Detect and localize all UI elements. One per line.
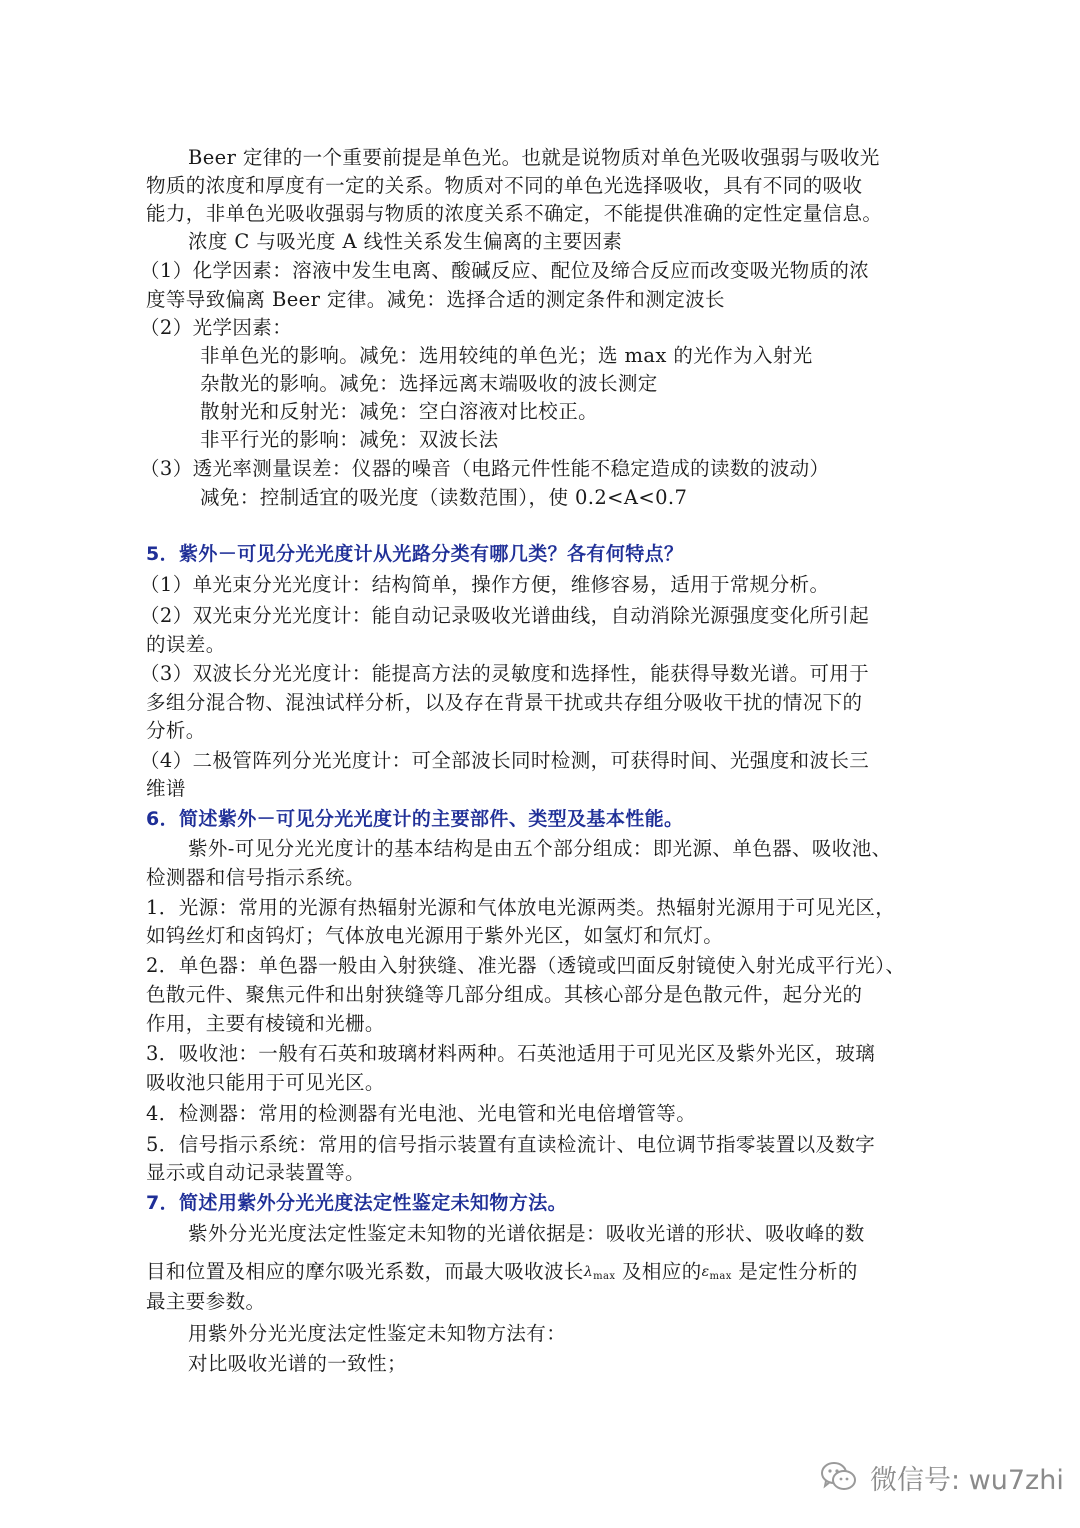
text-run: 及相应的 <box>615 1260 702 1283</box>
max-subscript: max <box>593 1271 616 1282</box>
text-line: 度等导致偏离 Beer 定律。减免：选择合适的测定条件和测定波长 <box>146 288 725 311</box>
text-line: 非单色光的影响。减免：选用较纯的单色光；选 max 的光作为入射光 <box>200 344 813 367</box>
text-line: 紫外-可见分光光度计的基本结构是由五个部分组成：即光源、单色器、吸收池、 <box>188 837 892 860</box>
text-line: 浓度 C 与吸光度 A 线性关系发生偏离的主要因素 <box>188 230 623 253</box>
text-line: （3）透光率测量误差：仪器的噪音（电路元件性能不稳定造成的读数的波动） <box>140 457 830 480</box>
text-line: 减免：控制适宜的吸光度（读数范围），使 0.2<A<0.7 <box>200 486 688 509</box>
text-line: 吸收池只能用于可见光区。 <box>146 1071 385 1094</box>
text-line: （3）双波长分光光度计：能提高方法的灵敏度和选择性，能获得导数光谱。可用于 <box>140 662 870 685</box>
section-heading: 6．简述紫外－可见分光光度计的主要部件、类型及基本性能。 <box>146 808 684 830</box>
max-subscript: max <box>709 1271 732 1282</box>
text-line: 紫外分光光度法定性鉴定未知物的光谱依据是：吸收光谱的形状、吸收峰的数 <box>188 1222 865 1245</box>
text-line: 如钨丝灯和卤钨灯；气体放电光源用于紫外光区，如氢灯和氘灯。 <box>146 924 724 947</box>
text-line: 3．吸收池：一般有石英和玻璃材料两种。石英池适用于可见光区及紫外光区，玻璃 <box>146 1042 876 1065</box>
text-line: （1）单光束分光光度计：结构简单，操作方便，维修容易，适用于常规分析。 <box>140 573 830 596</box>
text-line: 多组分混合物、混浊试样分析，以及存在背景干扰或共存组分吸收干扰的情况下的 <box>146 691 863 714</box>
text-line: （1）化学因素：溶液中发生电离、酸碱反应、配位及缔合反应而改变吸光物质的浓 <box>140 259 870 282</box>
text-line: 作用，主要有棱镜和光栅。 <box>146 1012 385 1035</box>
wechat-watermark <box>820 1455 1064 1499</box>
text-line: 的误差。 <box>146 633 226 656</box>
text-line: 散射光和反射光：减免：空白溶液对比校正。 <box>200 400 599 423</box>
text-line: 用紫外分光光度法定性鉴定未知物方法有： <box>188 1322 567 1345</box>
text-line: （4）二极管阵列分光光度计：可全部波长同时检测，可获得时间、光强度和波长三 <box>140 749 870 772</box>
text-line: 4．检测器：常用的检测器有光电池、光电管和光电倍增管等。 <box>146 1102 697 1125</box>
text-line: 5．信号指示系统：常用的信号指示装置有直读检流计、电位调节指零装置以及数字 <box>146 1133 876 1156</box>
epsilon-symbol: ε <box>701 1264 710 1280</box>
text-line: 物质的浓度和厚度有一定的关系。物质对不同的单色光选择吸收，具有不同的吸收 <box>146 174 863 197</box>
text-run: 是定性分析的 <box>731 1260 858 1283</box>
text-line: 1．光源：常用的光源有热辐射光源和气体放电光源两类。热辐射光源用于可见光区， <box>146 896 896 919</box>
text-line: 分析。 <box>146 719 206 742</box>
text-line: Beer 定律的一个重要前提是单色光。也就是说物质对单色光吸收强弱与吸收光 <box>188 146 880 169</box>
text-run: 目和位置及相应的摩尔吸光系数，而最大吸收波长 <box>146 1260 584 1283</box>
wechat-icon <box>820 1461 858 1493</box>
text-line: （2）双光束分光光度计：能自动记录吸收光谱曲线，自动消除光源强度变化所引起 <box>140 604 870 627</box>
text-line: 对比吸收光谱的一致性； <box>188 1352 407 1375</box>
lambda-symbol: λ <box>583 1264 594 1280</box>
section-heading: 7．简述用紫外分光光度法定性鉴定未知物方法。 <box>146 1192 568 1214</box>
text-line: 检测器和信号指示系统。 <box>146 866 365 889</box>
text-line: 非平行光的影响：减免：双波长法 <box>200 428 499 451</box>
text-line: 最主要参数。 <box>146 1290 266 1313</box>
text-line: 色散元件、聚焦元件和出射狭缝等几部分组成。其核心部分是色散元件，起分光的 <box>146 983 863 1006</box>
text-line: 显示或自动记录装置等。 <box>146 1161 365 1184</box>
text-line: 维谱 <box>146 777 186 800</box>
text-line-with-symbols <box>146 1258 858 1291</box>
text-line: 能力，非单色光吸收强弱与物质的浓度关系不确定，不能提供准确的定性定量信息。 <box>146 202 883 225</box>
watermark-label: 微信号: wu7zhi <box>870 1464 1064 1496</box>
text-line: （2）光学因素： <box>140 316 293 339</box>
text-line: 杂散光的影响。减免：选择远离末端吸收的波长测定 <box>200 372 658 395</box>
section-heading: 5．紫外－可见分光光度计从光路分类有哪几类？各有何特点？ <box>146 543 684 565</box>
text-line: 2．单色器：单色器一般由入射狭缝、准光器（透镜或凹面反射镜使入射光成平行光）、 <box>146 954 906 977</box>
